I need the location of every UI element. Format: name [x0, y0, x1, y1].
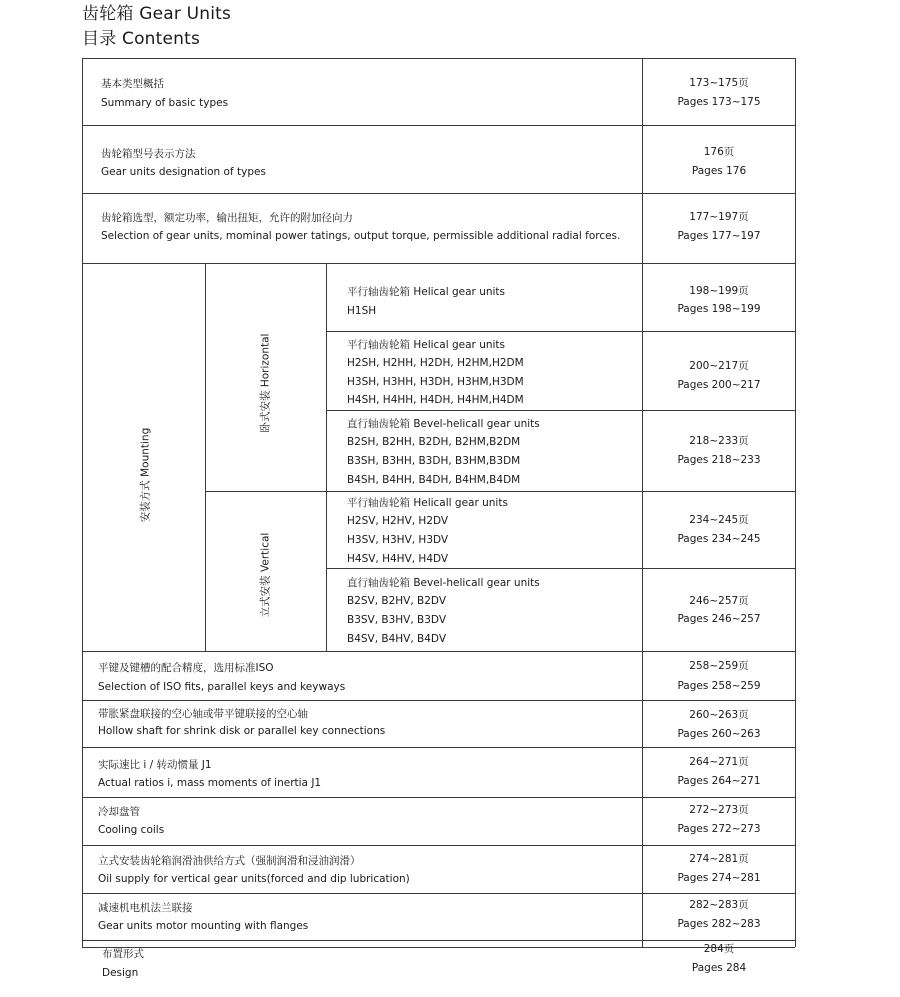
pages-zh: 218~233页: [689, 435, 749, 447]
row-title-zh: 减速机电机法兰联接: [98, 902, 193, 914]
pages-zh: 272~273页: [689, 804, 749, 816]
mounting-column-divider: [205, 263, 206, 651]
model-line: B4SH, B4HH, B4DH, B4HM,B4DM: [347, 474, 521, 486]
pages-en: Pages 284: [691, 962, 747, 974]
pages-zh: 246~257页: [689, 595, 749, 607]
row-title-en: Cooling coils: [98, 824, 165, 836]
page-subtitle: 目录 Contents: [82, 29, 201, 49]
pages-en: Pages 264~271: [677, 775, 761, 787]
row-divider: [82, 263, 795, 264]
row-divider: [82, 125, 795, 126]
model-line: H1SH: [347, 305, 377, 317]
row-title-zh: 冷却盘管: [98, 806, 140, 818]
pages-zh: 260~263页: [689, 709, 749, 721]
pages-en: Pages 176: [691, 165, 747, 177]
unit-group-heading: 直行轴齿轮箱 Bevel-helicall gear units: [347, 418, 540, 430]
mounting-label: 安装方式 Mounting: [139, 427, 152, 523]
model-line: H4SH, H4HH, H4DH, H4HM,H4DM: [347, 394, 524, 406]
model-line: H2SV, H2HV, H2DV: [347, 515, 449, 527]
row-divider: [326, 331, 795, 332]
unit-group-heading: 平行轴齿轮箱 Helicall gear units: [347, 497, 508, 509]
row-divider: [82, 893, 795, 894]
model-line: H3SV, H3HV, H3DV: [347, 534, 449, 546]
table-border-left: [82, 58, 83, 947]
row-title-en: Summary of basic types: [101, 97, 229, 109]
orientation-column-divider: [326, 263, 327, 651]
pages-en: Pages 173~175: [677, 96, 761, 108]
row-divider: [205, 491, 795, 492]
row-title-zh: 齿轮箱选型，额定功率，输出扭矩，允许的附加径向力: [101, 212, 353, 224]
pages-zh: 274~281页: [689, 853, 749, 865]
pages-en: Pages 272~273: [677, 823, 761, 835]
row-divider: [82, 797, 795, 798]
pages-en: Pages 260~263: [677, 728, 761, 740]
row-title-zh: 平键及键槽的配合精度，选用标准ISO: [98, 662, 274, 674]
row-divider: [82, 700, 795, 701]
row-title-en: Selection of ISO fits, parallel keys and keyways: [98, 681, 346, 693]
row-title-en: Hollow shaft for shrink disk or parallel key connections: [98, 725, 386, 737]
pages-en: Pages 258~259: [677, 680, 761, 692]
row-divider: [326, 568, 795, 569]
model-line: B2SH, B2HH, B2DH, B2HM,B2DM: [347, 436, 521, 448]
pages-zh: 234~245页: [689, 514, 749, 526]
pages-zh: 200~217页: [689, 360, 749, 372]
horizontal-label: 卧式安装 Horizontal: [259, 333, 272, 433]
row-divider: [82, 193, 795, 194]
pages-en: Pages 282~283: [677, 918, 761, 930]
pages-en: Pages 234~245: [677, 533, 761, 545]
pages-zh: 282~283页: [689, 899, 749, 911]
model-line: H2SH, H2HH, H2DH, H2HM,H2DM: [347, 357, 524, 369]
row-title-en: Selection of gear units, mominal power tatings, output torque, permissible additional radial forces.: [101, 230, 621, 242]
row-title-en: Actual ratios i, mass moments of inertia J1: [98, 777, 322, 789]
row-title-zh: 带胀紧盘联接的空心轴或带平键联接的空心轴: [98, 708, 308, 720]
model-line: B2SV, B2HV, B2DV: [347, 595, 447, 607]
pages-zh: 173~175页: [689, 77, 749, 89]
unit-group-heading: 平行轴齿轮箱 Helical gear units: [347, 339, 506, 351]
row-divider: [82, 747, 795, 748]
pages-zh: 176页: [703, 146, 735, 158]
pages-en: Pages 246~257: [677, 613, 761, 625]
row-divider: [326, 410, 795, 411]
model-line: B3SH, B3HH, B3DH, B3HM,B3DM: [347, 455, 521, 467]
row-title-en: Gear units motor mounting with flanges: [98, 920, 309, 932]
row-title-en: Oil supply for vertical gear units(forced and dip lubrication): [98, 873, 410, 885]
model-line: B3SV, B3HV, B3DV: [347, 614, 447, 626]
pages-zh: 177~197页: [689, 211, 749, 223]
unit-group-heading: 平行轴齿轮箱 Helical gear units: [347, 286, 506, 298]
model-line: H3SH, H3HH, H3DH, H3HM,H3DM: [347, 376, 524, 388]
model-line: B4SV, B4HV, B4DV: [347, 633, 447, 645]
row-divider: [82, 651, 795, 652]
row-divider: [82, 845, 795, 846]
row-title-zh: 布置形式: [102, 948, 144, 960]
page-title: 齿轮箱 Gear Units: [82, 4, 232, 24]
table-border-right: [795, 58, 796, 947]
vertical-label: 立式安装 Vertical: [259, 532, 272, 618]
row-title-en: Gear units designation of types: [101, 166, 266, 178]
row-title-zh: 基本类型概括: [101, 78, 164, 90]
pages-en: Pages 200~217: [677, 379, 761, 391]
row-title-zh: 立式安装齿轮箱润滑油供给方式（强制润滑和浸油润滑）: [98, 855, 361, 867]
pages-en: Pages 274~281: [677, 872, 761, 884]
row-title-zh: 齿轮箱型号表示方法: [101, 148, 196, 160]
pages-en: Pages 177~197: [677, 230, 761, 242]
unit-group-heading: 直行轴齿轮箱 Bevel-helicall gear units: [347, 577, 540, 589]
pages-en: Pages 218~233: [677, 454, 761, 466]
pages-zh: 198~199页: [689, 285, 749, 297]
pages-zh: 264~271页: [689, 756, 749, 768]
table-border-top: [82, 58, 795, 59]
model-line: H4SV, H4HV, H4DV: [347, 553, 449, 565]
pages-en: Pages 198~199: [677, 303, 761, 315]
row-title-en: Design: [102, 967, 139, 979]
row-title-zh: 实际速比 i / 转动惯量 J1: [98, 759, 212, 771]
pages-zh: 284页: [703, 943, 735, 955]
pages-zh: 258~259页: [689, 660, 749, 672]
